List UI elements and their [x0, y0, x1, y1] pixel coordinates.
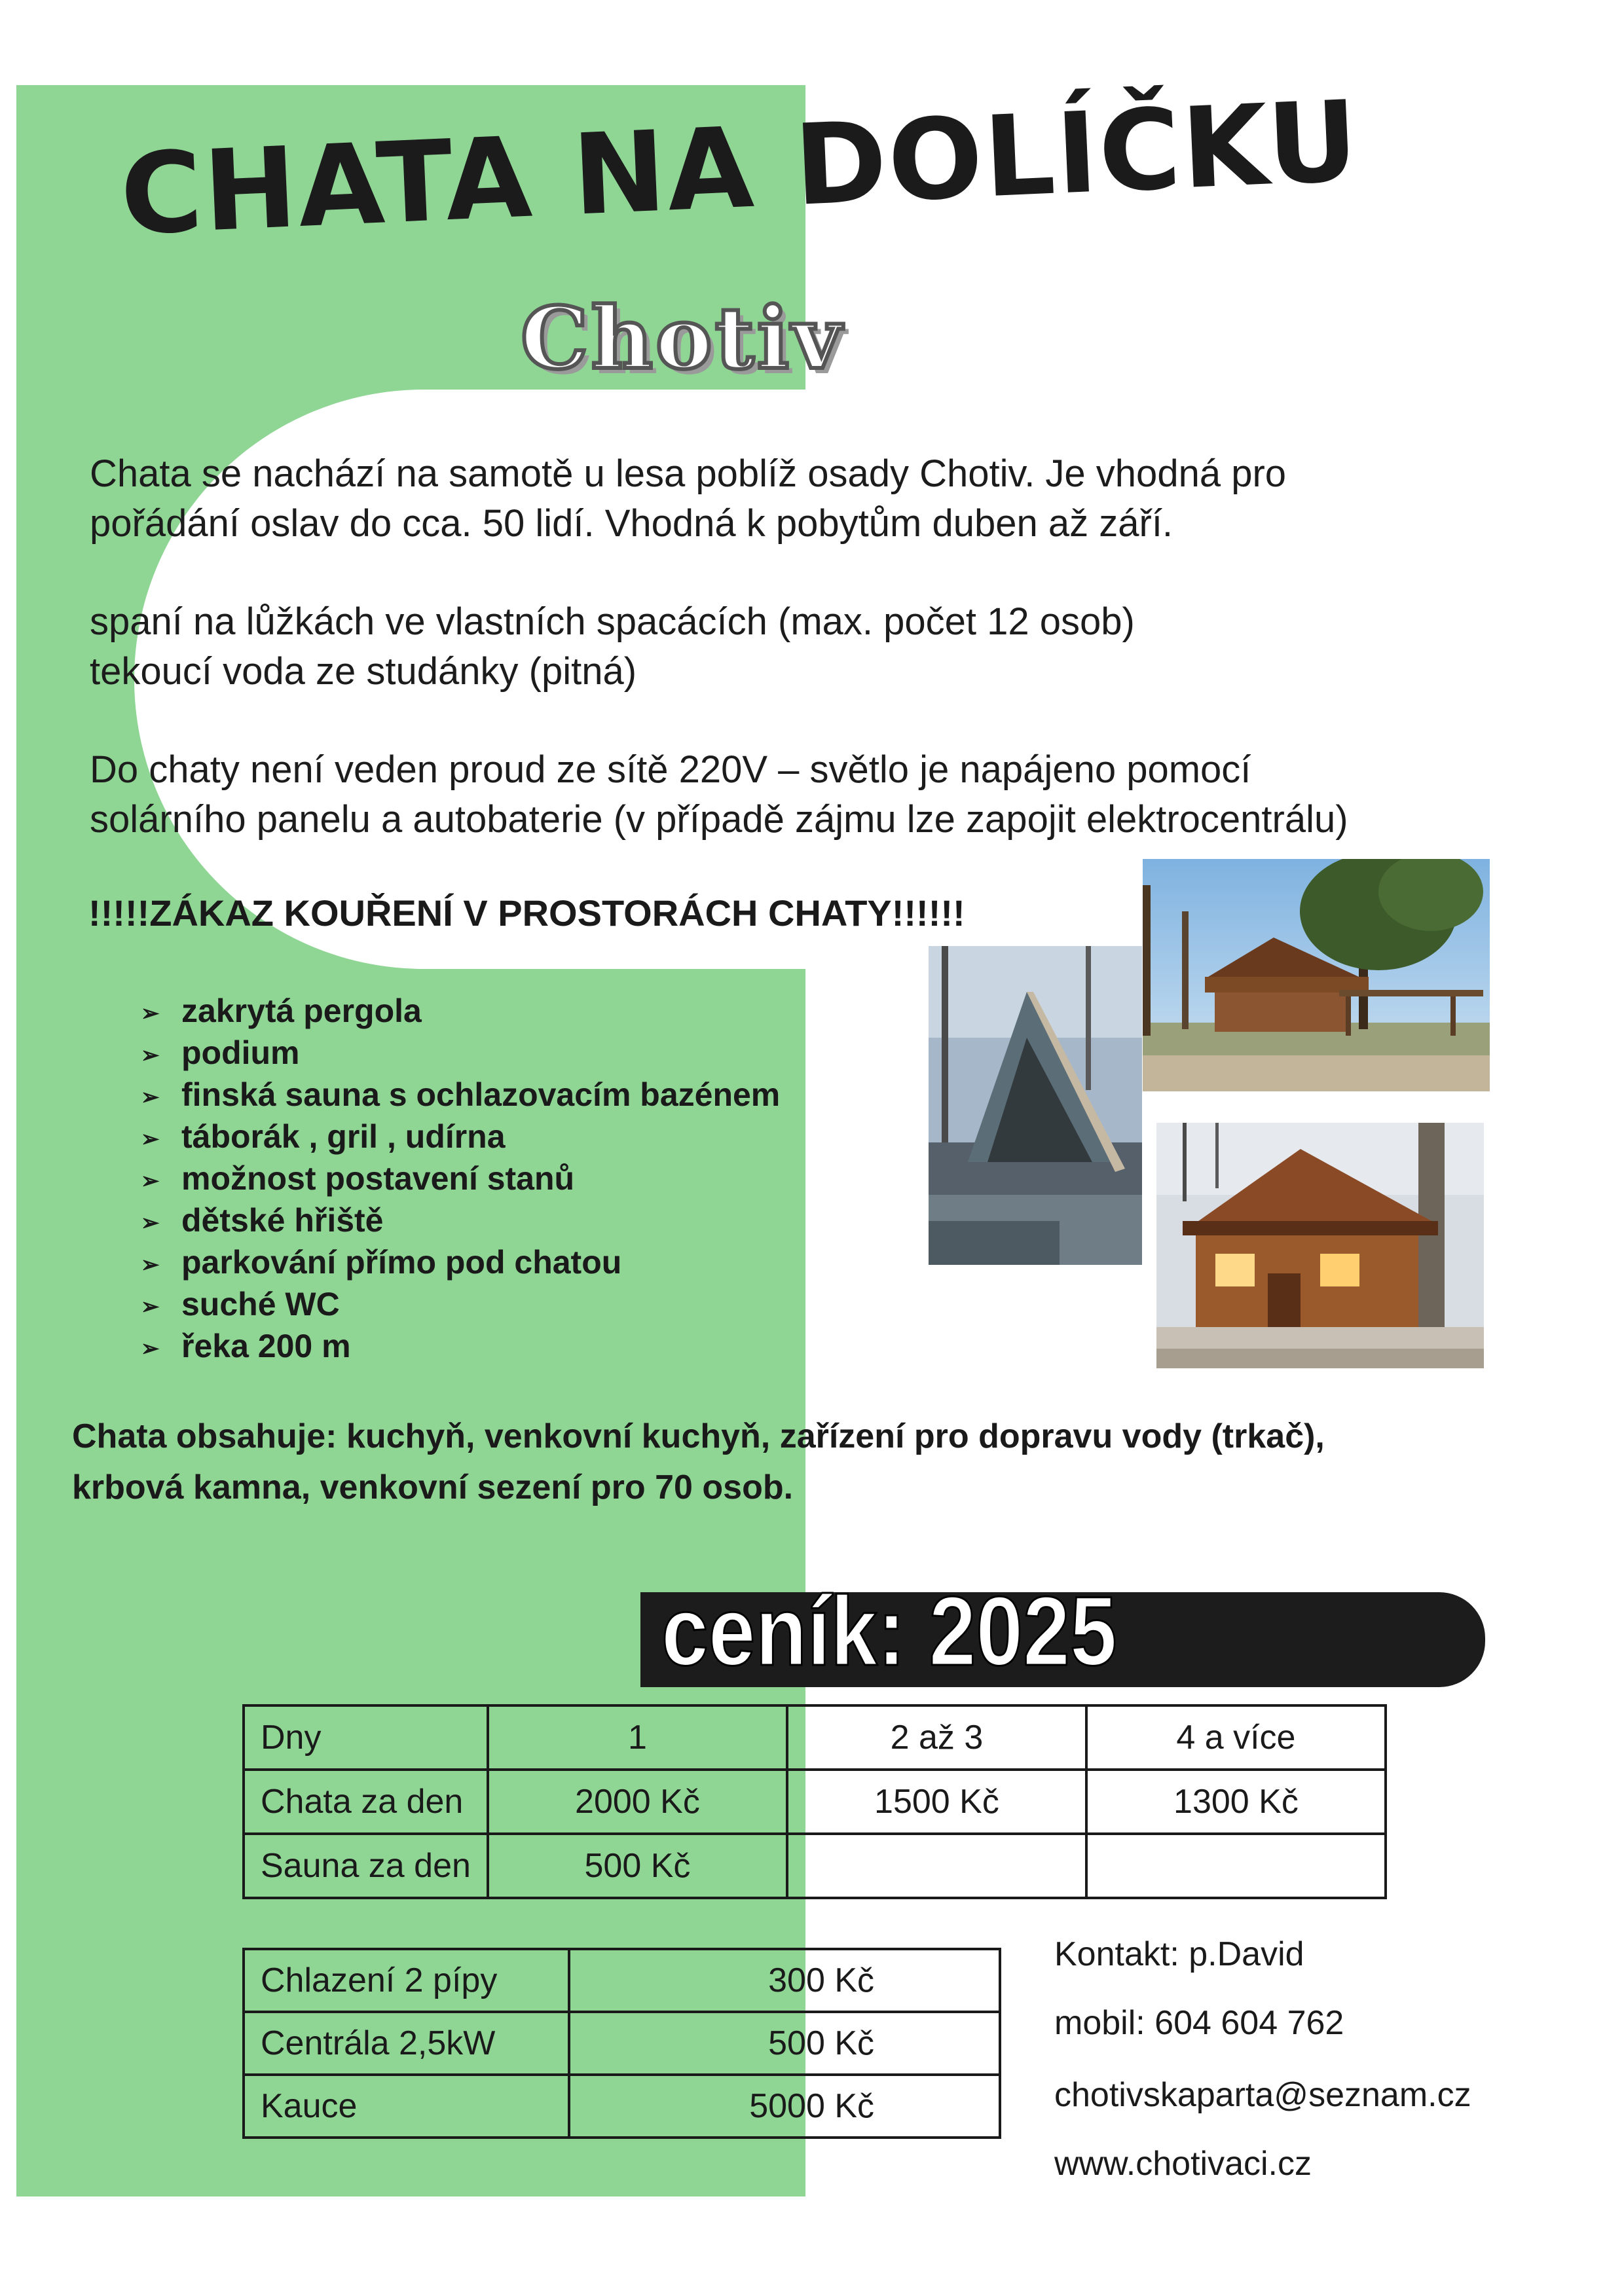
feature-label: suché WC	[181, 1286, 340, 1322]
arrow-bullet-icon: ➢	[141, 1168, 160, 1194]
table-cell: 1300 Kč	[1086, 1770, 1386, 1834]
contact-website[interactable]: www.chotivaci.cz	[1054, 2145, 1312, 2183]
photo-pergola	[1143, 859, 1490, 1091]
feature-label: zakrytá pergola	[181, 993, 422, 1029]
table-cell: 300 Kč	[569, 1949, 1000, 2012]
table-cell: 500 Kč	[488, 1834, 787, 1898]
photo-cabin-evening	[1156, 1123, 1484, 1368]
table-row	[244, 1705, 1386, 1770]
table-row	[244, 2075, 1000, 2138]
intro-line-2: pořádání oslav do cca. 50 lidí. Vhodná k pobytům duben až září.	[90, 502, 1173, 545]
intro-line-1: Chata se nachází na samotě u lesa poblíž osady Chotiv. Je vhodná pro	[90, 452, 1287, 495]
cabin-contents	[72, 1411, 1325, 1513]
list-item	[141, 1283, 780, 1325]
feature-label: parkování přímo pod chatou	[181, 1244, 622, 1281]
power-line-1: Do chaty není veden proud ze sítě 220V – světlo je napájeno pomocí	[90, 748, 1251, 791]
extras-table	[242, 1948, 1001, 2139]
list-item	[141, 1325, 780, 1367]
table-cell: Chata za den	[244, 1770, 488, 1834]
price-heading: ceník: 2025	[661, 1576, 1117, 1686]
table-cell: 5000 Kč	[569, 2075, 1000, 2138]
table-cell: 2000 Kč	[488, 1770, 787, 1834]
feature-label: možnost postavení stanů	[181, 1160, 575, 1197]
smoking-ban-notice: !!!!!ZÁKAZ KOUŘENÍ V PROSTORÁCH CHATY!!!!!!	[88, 892, 965, 934]
feature-label: řeka 200 m	[181, 1328, 351, 1364]
table-cell: Centrála 2,5kW	[244, 2012, 569, 2075]
photo-well-roof	[929, 946, 1142, 1265]
list-item	[141, 1241, 780, 1283]
table-cell	[787, 1834, 1086, 1898]
list-item	[141, 1157, 780, 1199]
arrow-bullet-icon: ➢	[141, 1252, 160, 1277]
contact-person: Kontakt: p.David	[1054, 1935, 1304, 1973]
table-row	[244, 1834, 1386, 1898]
contents-line-2: krbová kamna, venkovní sezení pro 70 osob.	[72, 1468, 794, 1506]
feature-label: podium	[181, 1034, 300, 1071]
feature-label: táborák , gril , udírna	[181, 1118, 506, 1155]
page-subtitle: Chotiv	[521, 288, 844, 388]
list-item	[141, 1074, 780, 1116]
power-line-2: solárního panelu a autobaterie (v případě zájmu lze zapojit elektrocentrálu)	[90, 798, 1348, 841]
table-row	[244, 2012, 1000, 2075]
table-cell: 1500 Kč	[787, 1770, 1086, 1834]
table-cell: 2 až 3	[787, 1705, 1086, 1770]
arrow-bullet-icon: ➢	[141, 1084, 160, 1110]
contact-mobile: mobil: 604 604 762	[1054, 2004, 1344, 2042]
arrow-bullet-icon: ➢	[141, 1042, 160, 1068]
arrow-bullet-icon: ➢	[141, 1126, 160, 1152]
table-cell: Sauna za den	[244, 1834, 488, 1898]
list-item	[141, 1032, 780, 1074]
table-row	[244, 1949, 1000, 2012]
table-cell	[1086, 1834, 1386, 1898]
feature-label: dětské hřiště	[181, 1202, 384, 1239]
arrow-bullet-icon: ➢	[141, 1336, 160, 1361]
arrow-bullet-icon: ➢	[141, 1294, 160, 1319]
page-title: CHATA NA DOLÍČKU	[118, 77, 1362, 261]
list-item	[141, 1199, 780, 1241]
arrow-bullet-icon: ➢	[141, 1210, 160, 1235]
arrow-bullet-icon: ➢	[141, 1000, 160, 1026]
table-cell: Kauce	[244, 2075, 569, 2138]
table-row	[244, 1770, 1386, 1834]
amenities-line-2: tekoucí voda ze studánky (pitná)	[90, 650, 637, 693]
contents-line-1: Chata obsahuje: kuchyň, venkovní kuchyň, zařízení pro dopravu vody (trkač),	[72, 1417, 1325, 1455]
table-cell: Dny	[244, 1705, 488, 1770]
feature-label: finská sauna s ochlazovacím bazénem	[181, 1076, 781, 1113]
table-cell: 4 a více	[1086, 1705, 1386, 1770]
feature-list	[141, 990, 780, 1367]
table-cell: 500 Kč	[569, 2012, 1000, 2075]
list-item	[141, 1116, 780, 1157]
table-cell: 1	[488, 1705, 787, 1770]
table-cell: Chlazení 2 pípy	[244, 1949, 569, 2012]
list-item	[141, 990, 780, 1032]
price-table	[242, 1704, 1387, 1899]
amenities-line-1: spaní na lůžkách ve vlastních spacácích (max. počet 12 osob)	[90, 600, 1135, 643]
contact-email[interactable]: chotivskaparta@seznam.cz	[1054, 2076, 1471, 2114]
